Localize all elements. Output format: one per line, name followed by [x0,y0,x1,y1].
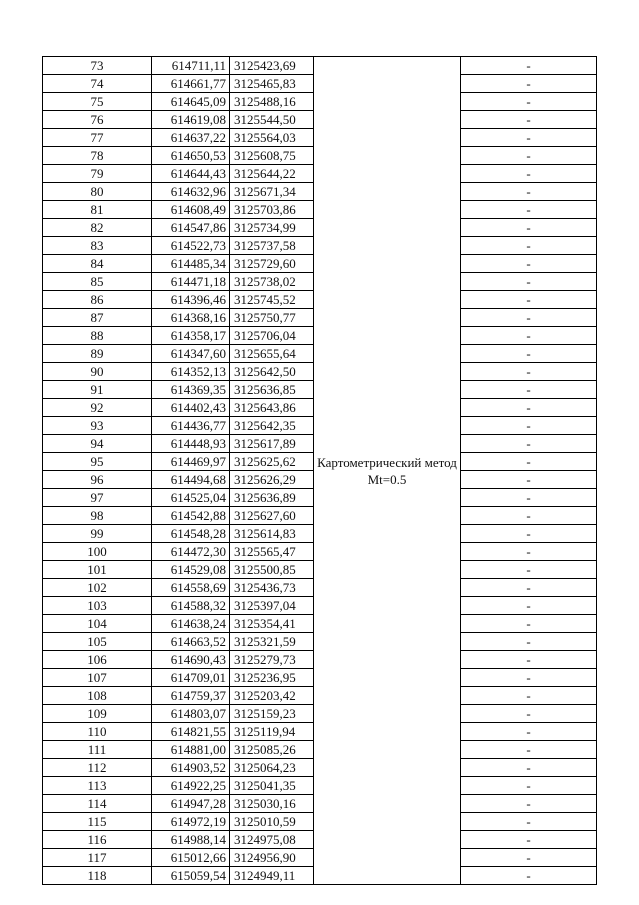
accuracy-cell: - [461,849,597,867]
accuracy-cell: - [461,111,597,129]
accuracy-cell: - [461,525,597,543]
point-number-cell: 83 [43,237,152,255]
point-number-cell: 105 [43,633,152,651]
point-number-cell: 90 [43,363,152,381]
y-coordinate-cell: 3124949,11 [230,867,314,885]
accuracy-cell: - [461,75,597,93]
y-coordinate-cell: 3125564,03 [230,129,314,147]
point-number-cell: 118 [43,867,152,885]
accuracy-cell: - [461,327,597,345]
accuracy-cell: - [461,183,597,201]
point-number-cell: 89 [43,345,152,363]
x-coordinate-cell: 614347,60 [152,345,230,363]
x-coordinate-cell: 614469,97 [152,453,230,471]
y-coordinate-cell: 3125636,89 [230,489,314,507]
x-coordinate-cell: 614803,07 [152,705,230,723]
y-coordinate-cell: 3125010,59 [230,813,314,831]
accuracy-cell: - [461,759,597,777]
accuracy-cell: - [461,615,597,633]
y-coordinate-cell: 3124975,08 [230,831,314,849]
x-coordinate-cell: 614369,35 [152,381,230,399]
y-coordinate-cell: 3125734,99 [230,219,314,237]
point-number-cell: 79 [43,165,152,183]
y-coordinate-cell: 3125236,95 [230,669,314,687]
x-coordinate-cell: 614522,73 [152,237,230,255]
x-coordinate-cell: 614638,24 [152,615,230,633]
y-coordinate-cell: 3125041,35 [230,777,314,795]
y-coordinate-cell: 3125279,73 [230,651,314,669]
accuracy-cell: - [461,795,597,813]
y-coordinate-cell: 3125488,16 [230,93,314,111]
x-coordinate-cell: 614637,22 [152,129,230,147]
x-coordinate-cell: 614471,18 [152,273,230,291]
point-number-cell: 114 [43,795,152,813]
point-number-cell: 96 [43,471,152,489]
accuracy-cell: - [461,435,597,453]
accuracy-cell: - [461,129,597,147]
x-coordinate-cell: 614645,09 [152,93,230,111]
y-coordinate-cell: 3125321,59 [230,633,314,651]
point-number-cell: 91 [43,381,152,399]
x-coordinate-cell: 614558,69 [152,579,230,597]
point-number-cell: 108 [43,687,152,705]
x-coordinate-cell: 614709,01 [152,669,230,687]
x-coordinate-cell: 614368,16 [152,309,230,327]
x-coordinate-cell: 614472,30 [152,543,230,561]
accuracy-cell: - [461,507,597,525]
x-coordinate-cell: 614711,11 [152,57,230,75]
y-coordinate-cell: 3125626,29 [230,471,314,489]
y-coordinate-cell: 3125544,50 [230,111,314,129]
x-coordinate-cell: 614759,37 [152,687,230,705]
y-coordinate-cell: 3125085,26 [230,741,314,759]
accuracy-cell: - [461,669,597,687]
point-number-cell: 78 [43,147,152,165]
accuracy-cell: - [461,255,597,273]
x-coordinate-cell: 614821,55 [152,723,230,741]
point-number-cell: 98 [43,507,152,525]
coordinates-table-body [43,57,597,885]
x-coordinate-cell: 614608,49 [152,201,230,219]
x-coordinate-cell: 615059,54 [152,867,230,885]
point-number-cell: 76 [43,111,152,129]
accuracy-cell: - [461,687,597,705]
accuracy-cell: - [461,597,597,615]
y-coordinate-cell: 3125671,34 [230,183,314,201]
accuracy-cell: - [461,705,597,723]
y-coordinate-cell: 3125625,62 [230,453,314,471]
y-coordinate-cell: 3125030,16 [230,795,314,813]
y-coordinate-cell: 3125397,04 [230,597,314,615]
x-coordinate-cell: 614632,96 [152,183,230,201]
x-coordinate-cell: 614542,88 [152,507,230,525]
x-coordinate-cell: 615012,66 [152,849,230,867]
x-coordinate-cell: 614525,04 [152,489,230,507]
x-coordinate-cell: 614922,25 [152,777,230,795]
point-number-cell: 111 [43,741,152,759]
y-coordinate-cell: 3125354,41 [230,615,314,633]
accuracy-cell: - [461,165,597,183]
accuracy-cell: - [461,345,597,363]
accuracy-cell: - [461,381,597,399]
x-coordinate-cell: 614358,17 [152,327,230,345]
point-number-cell: 97 [43,489,152,507]
y-coordinate-cell: 3125636,85 [230,381,314,399]
x-coordinate-cell: 614650,53 [152,147,230,165]
accuracy-cell: - [461,417,597,435]
point-number-cell: 84 [43,255,152,273]
accuracy-cell: - [461,831,597,849]
accuracy-cell: - [461,93,597,111]
y-coordinate-cell: 3125745,52 [230,291,314,309]
point-number-cell: 101 [43,561,152,579]
coordinates-table [42,56,597,885]
accuracy-cell: - [461,651,597,669]
accuracy-cell: - [461,579,597,597]
y-coordinate-cell: 3125064,23 [230,759,314,777]
y-coordinate-cell: 3125436,73 [230,579,314,597]
y-coordinate-cell: 3125203,42 [230,687,314,705]
x-coordinate-cell: 614663,52 [152,633,230,651]
x-coordinate-cell: 614352,13 [152,363,230,381]
y-coordinate-cell: 3125617,89 [230,435,314,453]
x-coordinate-cell: 614947,28 [152,795,230,813]
point-number-cell: 86 [43,291,152,309]
x-coordinate-cell: 614690,43 [152,651,230,669]
y-coordinate-cell: 3125737,58 [230,237,314,255]
point-number-cell: 94 [43,435,152,453]
y-coordinate-cell: 3125159,23 [230,705,314,723]
x-coordinate-cell: 614588,32 [152,597,230,615]
point-number-cell: 115 [43,813,152,831]
point-number-cell: 93 [43,417,152,435]
accuracy-cell: - [461,633,597,651]
x-coordinate-cell: 614494,68 [152,471,230,489]
point-number-cell: 74 [43,75,152,93]
point-number-cell: 116 [43,831,152,849]
x-coordinate-cell: 614881,00 [152,741,230,759]
point-number-cell: 102 [43,579,152,597]
y-coordinate-cell: 3125706,04 [230,327,314,345]
point-number-cell: 110 [43,723,152,741]
x-coordinate-cell: 614903,52 [152,759,230,777]
point-number-cell: 73 [43,57,152,75]
y-coordinate-cell: 3125500,85 [230,561,314,579]
accuracy-cell: - [461,147,597,165]
point-number-cell: 109 [43,705,152,723]
y-coordinate-cell: 3125614,83 [230,525,314,543]
point-number-cell: 82 [43,219,152,237]
point-number-cell: 107 [43,669,152,687]
point-number-cell: 117 [43,849,152,867]
x-coordinate-cell: 614485,34 [152,255,230,273]
point-number-cell: 95 [43,453,152,471]
point-number-cell: 112 [43,759,152,777]
point-number-cell: 77 [43,129,152,147]
y-coordinate-cell: 3125119,94 [230,723,314,741]
y-coordinate-cell: 3124956,90 [230,849,314,867]
accuracy-cell: - [461,471,597,489]
point-number-cell: 88 [43,327,152,345]
accuracy-cell: - [461,399,597,417]
x-coordinate-cell: 614661,77 [152,75,230,93]
accuracy-cell: - [461,741,597,759]
point-number-cell: 81 [43,201,152,219]
y-coordinate-cell: 3125608,75 [230,147,314,165]
y-coordinate-cell: 3125423,69 [230,57,314,75]
x-coordinate-cell: 614448,93 [152,435,230,453]
accuracy-cell: - [461,201,597,219]
x-coordinate-cell: 614972,19 [152,813,230,831]
point-number-cell: 87 [43,309,152,327]
y-coordinate-cell: 3125729,60 [230,255,314,273]
y-coordinate-cell: 3125644,22 [230,165,314,183]
y-coordinate-cell: 3125655,64 [230,345,314,363]
point-number-cell: 113 [43,777,152,795]
x-coordinate-cell: 614619,08 [152,111,230,129]
accuracy-cell: - [461,543,597,561]
y-coordinate-cell: 3125643,86 [230,399,314,417]
point-number-cell: 80 [43,183,152,201]
y-coordinate-cell: 3125465,83 [230,75,314,93]
accuracy-cell: - [461,309,597,327]
accuracy-cell: - [461,363,597,381]
y-coordinate-cell: 3125642,35 [230,417,314,435]
y-coordinate-cell: 3125642,50 [230,363,314,381]
point-number-cell: 75 [43,93,152,111]
x-coordinate-cell: 614529,08 [152,561,230,579]
table-row [43,57,597,75]
point-number-cell: 92 [43,399,152,417]
accuracy-cell: - [461,291,597,309]
accuracy-cell: - [461,219,597,237]
x-coordinate-cell: 614402,43 [152,399,230,417]
accuracy-cell: - [461,723,597,741]
point-number-cell: 106 [43,651,152,669]
accuracy-cell: - [461,813,597,831]
y-coordinate-cell: 3125703,86 [230,201,314,219]
point-number-cell: 104 [43,615,152,633]
accuracy-cell: - [461,57,597,75]
y-coordinate-cell: 3125738,02 [230,273,314,291]
y-coordinate-cell: 3125565,47 [230,543,314,561]
accuracy-cell: - [461,867,597,885]
point-number-cell: 85 [43,273,152,291]
accuracy-cell: - [461,489,597,507]
accuracy-cell: - [461,237,597,255]
accuracy-cell: - [461,777,597,795]
x-coordinate-cell: 614436,77 [152,417,230,435]
x-coordinate-cell: 614548,28 [152,525,230,543]
accuracy-cell: - [461,273,597,291]
point-number-cell: 103 [43,597,152,615]
method-cell: Картометрический метод Mt=0.5 [314,57,461,885]
accuracy-cell: - [461,561,597,579]
x-coordinate-cell: 614644,43 [152,165,230,183]
point-number-cell: 100 [43,543,152,561]
y-coordinate-cell: 3125750,77 [230,309,314,327]
x-coordinate-cell: 614396,46 [152,291,230,309]
point-number-cell: 99 [43,525,152,543]
y-coordinate-cell: 3125627,60 [230,507,314,525]
x-coordinate-cell: 614547,86 [152,219,230,237]
x-coordinate-cell: 614988,14 [152,831,230,849]
accuracy-cell: - [461,453,597,471]
